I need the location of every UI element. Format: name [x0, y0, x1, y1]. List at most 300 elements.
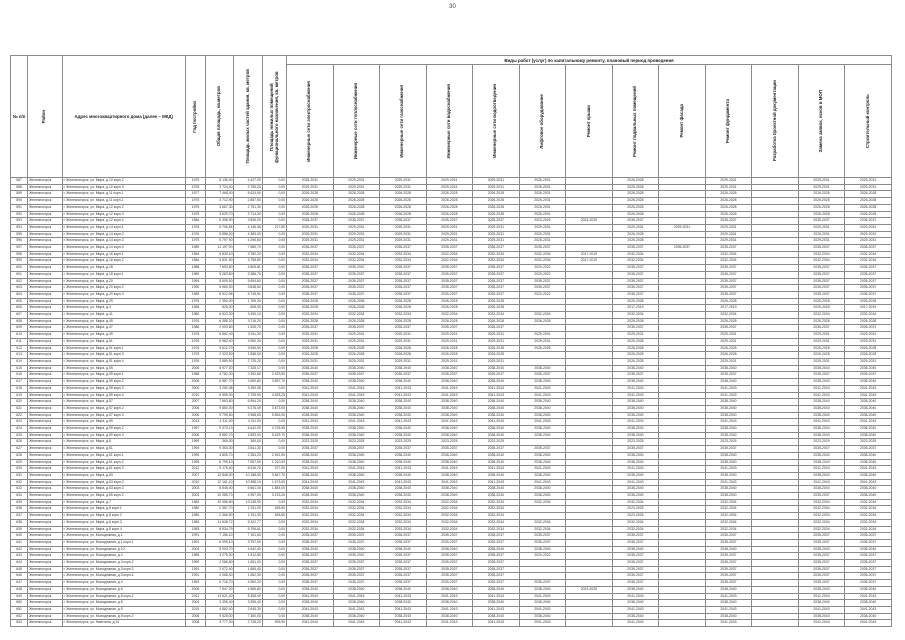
- work-period-cell: 2029-2031: [333, 238, 380, 245]
- work-period-cell: 2038-2040: [845, 412, 892, 419]
- work-period-cell: 2041-2043: [333, 593, 380, 600]
- work-period-cell: [659, 325, 706, 332]
- nonliving-area-cell: 0,00: [262, 358, 286, 365]
- living-area-cell: 4 427,90: [234, 178, 262, 185]
- work-period-cell: 2038-2040: [426, 452, 473, 459]
- row-number: 626: [11, 439, 28, 446]
- work-period-cell: 2038-2040: [473, 586, 520, 593]
- year-cell: 1975: [185, 298, 205, 305]
- work-period-cell: [519, 298, 566, 305]
- work-period-cell: 2035-2037: [798, 245, 845, 252]
- work-period-cell: 2029-2031: [705, 224, 752, 231]
- work-period-cell: 2038-2040: [845, 613, 892, 620]
- work-period-cell: 2026-2028: [519, 345, 566, 352]
- living-area-cell: 4 957,50: [234, 493, 262, 500]
- work-period-cell: 2035-2037: [380, 533, 427, 540]
- work-period-cell: 2038-2040: [333, 405, 380, 412]
- work-period-cell: 2026-2028: [380, 211, 427, 218]
- work-period-cell: 2035-2037: [705, 580, 752, 587]
- table-row: [11, 412, 892, 419]
- table-row: [11, 184, 892, 191]
- district-cell: Железногорск: [28, 379, 62, 386]
- row-number: 600: [11, 265, 28, 272]
- total-area-cell: 9 176,40: [206, 466, 234, 473]
- work-period-cell: 2035-2037: [705, 560, 752, 567]
- living-area-cell: 3 250,38: [234, 385, 262, 392]
- work-period-cell: 2026-2028: [705, 204, 752, 211]
- address-cell: г. Железногорск, ул. Мира, д.45: [62, 318, 185, 325]
- header-work-0: Инженерные сети электроснабжения: [287, 65, 334, 178]
- year-cell: 2008: [185, 620, 205, 627]
- work-period-cell: 2029-2031: [473, 238, 520, 245]
- nonliving-area-cell: 5 429,70: [262, 432, 286, 439]
- district-cell: Железногорск: [28, 466, 62, 473]
- work-period-cell: 2032-2034: [845, 519, 892, 526]
- table-row: [11, 285, 892, 292]
- header-work-2: Инженерные сети газоснабжения: [380, 65, 427, 178]
- total-area-cell: 12 848,00: [206, 472, 234, 479]
- table-row: [11, 178, 892, 185]
- living-area-cell: 4 383,00: [234, 231, 262, 238]
- work-period-cell: [752, 191, 799, 198]
- row-number: 628: [11, 452, 28, 459]
- work-period-cell: 2035-2037: [473, 245, 520, 252]
- work-period-cell: 2041-2043: [612, 419, 659, 426]
- work-period-cell: 2026-2028: [380, 298, 427, 305]
- work-period-cell: [566, 412, 613, 419]
- work-period-cell: [659, 405, 706, 412]
- year-cell: 2000: [185, 385, 205, 392]
- year-cell: 1976: [185, 338, 205, 345]
- total-area-cell: 2 003,60: [206, 325, 234, 332]
- work-period-cell: 2038-2040: [612, 459, 659, 466]
- work-period-cell: 2026-2031: [519, 238, 566, 245]
- work-period-cell: 2026-2028: [798, 191, 845, 198]
- work-period-cell: 2041-2043: [705, 419, 752, 426]
- work-period-cell: [566, 379, 613, 386]
- work-period-cell: 2035-2037: [612, 446, 659, 453]
- work-period-cell: [566, 204, 613, 211]
- work-period-cell: 2026-2028: [287, 298, 334, 305]
- district-cell: Железногорск: [28, 204, 62, 211]
- work-period-cell: 2038-2040: [333, 459, 380, 466]
- year-cell: 1979: [185, 178, 205, 185]
- table-row: [11, 426, 892, 433]
- work-period-cell: [659, 271, 706, 278]
- work-period-cell: 2038-2040: [612, 600, 659, 607]
- total-area-cell: 3 667,30: [206, 204, 234, 211]
- work-period-cell: 2035-2037: [380, 553, 427, 560]
- living-area-cell: 365,00: [234, 439, 262, 446]
- district-cell: Железногорск: [28, 338, 62, 345]
- work-period-cell: [752, 553, 799, 560]
- work-period-cell: 2029-2031: [798, 231, 845, 238]
- work-period-cell: [752, 493, 799, 500]
- table-row: [11, 379, 892, 386]
- address-cell: г. Железногорск, ул. Молодежная, д.1: [62, 533, 185, 540]
- work-period-cell: [659, 607, 706, 614]
- row-number: 651: [11, 607, 28, 614]
- work-period-cell: 2029-2031: [845, 184, 892, 191]
- total-area-cell: 8 882,70: [206, 432, 234, 439]
- work-period-cell: 2035-2037: [380, 446, 427, 453]
- work-period-cell: 2035-2037: [798, 372, 845, 379]
- table-row: [11, 446, 892, 453]
- work-period-cell: [566, 446, 613, 453]
- work-period-cell: [659, 345, 706, 352]
- work-period-cell: 2035-2037: [333, 573, 380, 580]
- row-number: 641: [11, 539, 28, 546]
- address-cell: г. Железногорск, ул. Мира, д.16 корп.1: [62, 251, 185, 258]
- work-period-cell: 2038-2040: [705, 432, 752, 439]
- district-cell: Железногорск: [28, 553, 62, 560]
- work-period-cell: 2032-2034: [473, 499, 520, 506]
- work-period-cell: [566, 466, 613, 473]
- work-period-cell: 2038-2040: [705, 379, 752, 386]
- work-period-cell: 2029-2031: [380, 231, 427, 238]
- work-period-cell: [752, 506, 799, 513]
- work-period-cell: 2032-2034: [705, 506, 752, 513]
- work-period-cell: [659, 352, 706, 359]
- work-period-cell: 2038-2040: [333, 412, 380, 419]
- year-cell: 1990: [185, 285, 205, 292]
- work-period-cell: 2029-2031: [426, 224, 473, 231]
- district-cell: Железногорск: [28, 258, 62, 265]
- work-period-cell: 2026-2028: [287, 198, 334, 205]
- work-period-cell: 2038-2040: [845, 459, 892, 466]
- district-cell: Железногорск: [28, 439, 62, 446]
- row-number: 618: [11, 385, 28, 392]
- work-period-cell: 2041-2043: [845, 620, 892, 627]
- work-period-cell: 2038-2040: [798, 613, 845, 620]
- work-period-cell: [752, 566, 799, 573]
- work-period-cell: [566, 224, 613, 231]
- total-area-cell: 4 862,40: [206, 607, 234, 614]
- work-period-cell: [566, 539, 613, 546]
- district-cell: Железногорск: [28, 312, 62, 319]
- header-year: Год постройки: [185, 56, 205, 178]
- table-row: [11, 472, 892, 479]
- work-period-cell: 2035-2037: [612, 580, 659, 587]
- nonliving-area-cell: 377,00: [262, 466, 286, 473]
- work-period-cell: [566, 573, 613, 580]
- work-period-cell: 2038-2040: [845, 586, 892, 593]
- living-area-cell: 7 360,00: [234, 613, 262, 620]
- work-period-cell: [659, 365, 706, 372]
- work-period-cell: 2038-2040: [287, 600, 334, 607]
- work-period-cell: [566, 405, 613, 412]
- work-period-cell: 2032-2034: [380, 251, 427, 258]
- address-cell: г. Железногорск, ул. Мира, д.14 корп.1: [62, 224, 185, 231]
- work-period-cell: [752, 466, 799, 473]
- work-period-cell: 2038-2040: [287, 405, 334, 412]
- work-period-cell: 2038-2040: [473, 546, 520, 553]
- nonliving-area-cell: 0,00: [262, 245, 286, 252]
- living-area-cell: 5 796,61: [234, 526, 262, 533]
- work-period-cell: [659, 546, 706, 553]
- work-period-cell: [566, 332, 613, 339]
- work-period-cell: 2035-2037: [473, 553, 520, 560]
- work-period-cell: 2035-2037: [333, 372, 380, 379]
- work-period-cell: [566, 184, 613, 191]
- table-row: [11, 519, 892, 526]
- work-period-cell: 2029-2031: [333, 184, 380, 191]
- nonliving-area-cell: 217,80: [262, 224, 286, 231]
- total-area-cell: 3 629,70: [206, 211, 234, 218]
- work-period-cell: 2035-2037: [287, 265, 334, 272]
- work-period-cell: 2035-2037: [705, 533, 752, 540]
- nonliving-area-cell: 0,00: [262, 607, 286, 614]
- work-period-cell: 2041-2043: [287, 385, 334, 392]
- work-period-cell: 2038-2040: [426, 426, 473, 433]
- work-period-cell: 2035-2037: [845, 566, 892, 573]
- nonliving-area-cell: 0,00: [262, 204, 286, 211]
- living-area-cell: 10 188,60: [234, 472, 262, 479]
- work-period-cell: 2026-2028: [612, 198, 659, 205]
- work-period-cell: [659, 560, 706, 567]
- work-period-cell: 2017-2019: [566, 258, 613, 265]
- work-period-cell: 2041-2043: [380, 593, 427, 600]
- work-period-cell: 2029-2031: [473, 184, 520, 191]
- row-number: 605: [11, 298, 28, 305]
- nonliving-area-cell: 0,00: [262, 325, 286, 332]
- work-period-cell: 2035-2037: [798, 560, 845, 567]
- work-period-cell: [752, 258, 799, 265]
- work-period-cell: 2026-2028: [426, 318, 473, 325]
- living-area-cell: 2 714,30: [234, 211, 262, 218]
- work-period-cell: 2035-2037: [519, 245, 566, 252]
- work-period-cell: 2026-2028: [705, 211, 752, 218]
- total-area-cell: 5 960,90: [206, 285, 234, 292]
- living-area-cell: 3 386,70: [234, 271, 262, 278]
- work-period-cell: [566, 580, 613, 587]
- work-period-cell: [566, 325, 613, 332]
- work-period-cell: 2041-2043: [798, 419, 845, 426]
- work-period-cell: 2026-2028: [473, 211, 520, 218]
- address-cell: г. Железногорск, ул. Мира, д.29: [62, 298, 185, 305]
- address-cell: г. Железногорск, ул. Мира, д.8 корп.3: [62, 519, 185, 526]
- work-period-cell: 2035-2037: [333, 218, 380, 225]
- work-period-cell: [659, 586, 706, 593]
- address-cell: г. Железногорск, ул. Мира, д.63 корп.2: [62, 479, 185, 486]
- work-period-cell: 2035-2037: [612, 271, 659, 278]
- row-number: 622: [11, 412, 28, 419]
- work-period-cell: 2017-2019: [566, 251, 613, 258]
- work-period-cell: 2035-2037: [519, 285, 566, 292]
- work-period-cell: 2038-2040: [473, 405, 520, 412]
- work-period-cell: 2035-2037: [287, 245, 334, 252]
- work-period-cell: 2041-2043: [287, 419, 334, 426]
- work-period-cell: [752, 426, 799, 433]
- work-period-cell: 2035-2037: [426, 573, 473, 580]
- total-area-cell: 7 156,10: [206, 533, 234, 540]
- work-period-cell: 2026-2028: [612, 352, 659, 359]
- work-period-cell: 2041-2043: [798, 392, 845, 399]
- nonliving-area-cell: 2 451,50: [262, 452, 286, 459]
- total-area-cell: 2 086,80: [206, 560, 234, 567]
- work-period-cell: 2038-2040: [845, 452, 892, 459]
- work-period-cell: 2032-2034: [473, 513, 520, 520]
- work-period-cell: 2032-2034: [798, 312, 845, 319]
- work-period-cell: [659, 600, 706, 607]
- living-area-cell: 5 322,77: [234, 519, 262, 526]
- work-period-cell: 2038-2040: [519, 452, 566, 459]
- work-period-cell: 2041-2043: [612, 479, 659, 486]
- total-area-cell: 11 197,90: [206, 245, 234, 252]
- living-area-cell: 2 725,20: [234, 358, 262, 365]
- table-row: [11, 593, 892, 600]
- work-period-cell: 2038-2040: [845, 472, 892, 479]
- living-area-cell: 5 376,49: [234, 405, 262, 412]
- nonliving-area-cell: 0,00: [262, 285, 286, 292]
- work-period-cell: 2026-2028: [426, 298, 473, 305]
- work-period-cell: 2038-2040: [333, 365, 380, 372]
- work-period-cell: [752, 204, 799, 211]
- living-area-cell: 1 838,00: [234, 352, 262, 359]
- work-period-cell: [752, 613, 799, 620]
- work-period-cell: 2026-2028: [845, 198, 892, 205]
- work-period-cell: [566, 499, 613, 506]
- table-row: [11, 251, 892, 258]
- address-cell: г. Железногорск, ул. Мира, д.55 корп.1: [62, 372, 185, 379]
- work-period-cell: [659, 211, 706, 218]
- work-period-cell: 2035-2037: [380, 539, 427, 546]
- year-cell: 2006: [185, 432, 205, 439]
- row-number: 645: [11, 566, 28, 573]
- work-period-cell: 2026-2028: [612, 345, 659, 352]
- address-cell: г. Железногорск, ул. Молодежная, д.6 корп.2: [62, 593, 185, 600]
- total-area-cell: 5 830,10: [206, 251, 234, 258]
- nonliving-area-cell: 0,00: [262, 312, 286, 319]
- work-period-cell: [752, 399, 799, 406]
- work-period-cell: [519, 566, 566, 573]
- work-period-cell: 2032-2034: [612, 251, 659, 258]
- work-period-cell: 2041-2043: [612, 593, 659, 600]
- year-cell: 1984: [185, 258, 205, 265]
- work-period-cell: [566, 600, 613, 607]
- table-row: [11, 218, 892, 225]
- work-period-cell: [519, 560, 566, 567]
- work-period-cell: 2038-2040: [705, 405, 752, 412]
- year-cell: 1994: [185, 446, 205, 453]
- work-period-cell: 2041-2043: [473, 385, 520, 392]
- header-work-12: Строительный контроль: [845, 65, 892, 178]
- row-number: 588: [11, 184, 28, 191]
- work-period-cell: 2041-2043: [705, 593, 752, 600]
- work-period-cell: [659, 218, 706, 225]
- table-row: [11, 352, 892, 359]
- nonliving-area-cell: 0,00: [262, 218, 286, 225]
- row-number: 652: [11, 613, 28, 620]
- work-period-cell: 2038-2040: [845, 426, 892, 433]
- work-period-cell: 2032-2034: [333, 519, 380, 526]
- nonliving-area-cell: 0,00: [262, 318, 286, 325]
- row-number: 591: [11, 204, 28, 211]
- district-cell: Железногорск: [28, 392, 62, 399]
- work-period-cell: [752, 211, 799, 218]
- work-period-cell: [752, 298, 799, 305]
- work-period-cell: 2035-2037: [473, 539, 520, 546]
- work-period-cell: 2029-2031: [473, 224, 520, 231]
- work-period-cell: 2032-2034: [426, 251, 473, 258]
- work-period-cell: 2035-2037: [333, 278, 380, 285]
- year-cell: 1980: [185, 513, 205, 520]
- row-number: 650: [11, 600, 28, 607]
- work-period-cell: 2038-2040: [845, 405, 892, 412]
- row-number: 625: [11, 432, 28, 439]
- row-number: 593: [11, 218, 28, 225]
- work-period-cell: 2038-2040: [473, 432, 520, 439]
- year-cell: 2013: [185, 419, 205, 426]
- address-cell: г. Железногорск, ул. Мира, д.51 корп.3: [62, 352, 185, 359]
- work-period-cell: 2032-2034: [845, 499, 892, 506]
- table-row: [11, 332, 892, 339]
- work-period-cell: 2032-2034: [426, 506, 473, 513]
- work-period-cell: 2038-2040: [705, 600, 752, 607]
- work-period-cell: [659, 593, 706, 600]
- work-period-cell: 2035-2037: [426, 533, 473, 540]
- work-period-cell: 2029-2031: [380, 224, 427, 231]
- nonliving-area-cell: 0,00: [262, 439, 286, 446]
- work-period-cell: 2038-2040: [705, 546, 752, 553]
- row-number: 597: [11, 245, 28, 252]
- work-period-cell: 2029-2031: [287, 338, 334, 345]
- district-cell: Железногорск: [28, 446, 62, 453]
- work-period-cell: [566, 439, 613, 446]
- work-period-cell: 2032-2034: [426, 312, 473, 319]
- work-period-cell: 2026-2028: [426, 305, 473, 312]
- work-period-cell: 2026-2028: [798, 204, 845, 211]
- living-area-cell: 4 560,20: [234, 580, 262, 587]
- nonliving-area-cell: 0,00: [262, 419, 286, 426]
- work-period-cell: 2038-2040: [612, 452, 659, 459]
- work-period-cell: 2041-2043: [519, 479, 566, 486]
- work-period-cell: 2035-2037: [426, 291, 473, 298]
- work-period-cell: 2035-2037: [845, 372, 892, 379]
- nonliving-area-cell: 455,60: [262, 513, 286, 520]
- nonliving-area-cell: 0,00: [262, 352, 286, 359]
- work-period-cell: 2032-2034: [705, 258, 752, 265]
- total-area-cell: 2 068,40: [206, 573, 234, 580]
- work-period-cell: 2035-2037: [426, 325, 473, 332]
- work-period-cell: [752, 265, 799, 272]
- year-cell: 1997: [185, 426, 205, 433]
- work-period-cell: [752, 439, 799, 446]
- work-period-cell: [752, 459, 799, 466]
- district-cell: Железногорск: [28, 560, 62, 567]
- work-period-cell: 2035-2037: [333, 566, 380, 573]
- work-period-cell: [659, 426, 706, 433]
- work-period-cell: 2029-2031: [798, 224, 845, 231]
- total-area-cell: 5 396,90: [206, 218, 234, 225]
- work-period-cell: 2032-2034: [798, 499, 845, 506]
- work-period-cell: 2038-2040: [845, 486, 892, 493]
- work-period-cell: 2038-2040: [287, 486, 334, 493]
- work-period-cell: 2029-2031: [426, 338, 473, 345]
- work-period-cell: 2032-2034: [612, 258, 659, 265]
- work-period-cell: 2029-2031: [798, 178, 845, 185]
- work-period-cell: [659, 204, 706, 211]
- nonliving-area-cell: 0,00: [262, 586, 286, 593]
- total-area-cell: 11 538,72: [206, 519, 234, 526]
- work-period-cell: 2029-2031: [380, 338, 427, 345]
- work-period-cell: 2035-2037: [705, 325, 752, 332]
- living-area-cell: 2 751,30: [234, 204, 262, 211]
- work-period-cell: 2041-2043: [845, 593, 892, 600]
- work-period-cell: 2029-2031: [426, 231, 473, 238]
- table-row: [11, 392, 892, 399]
- district-cell: Железногорск: [28, 459, 62, 466]
